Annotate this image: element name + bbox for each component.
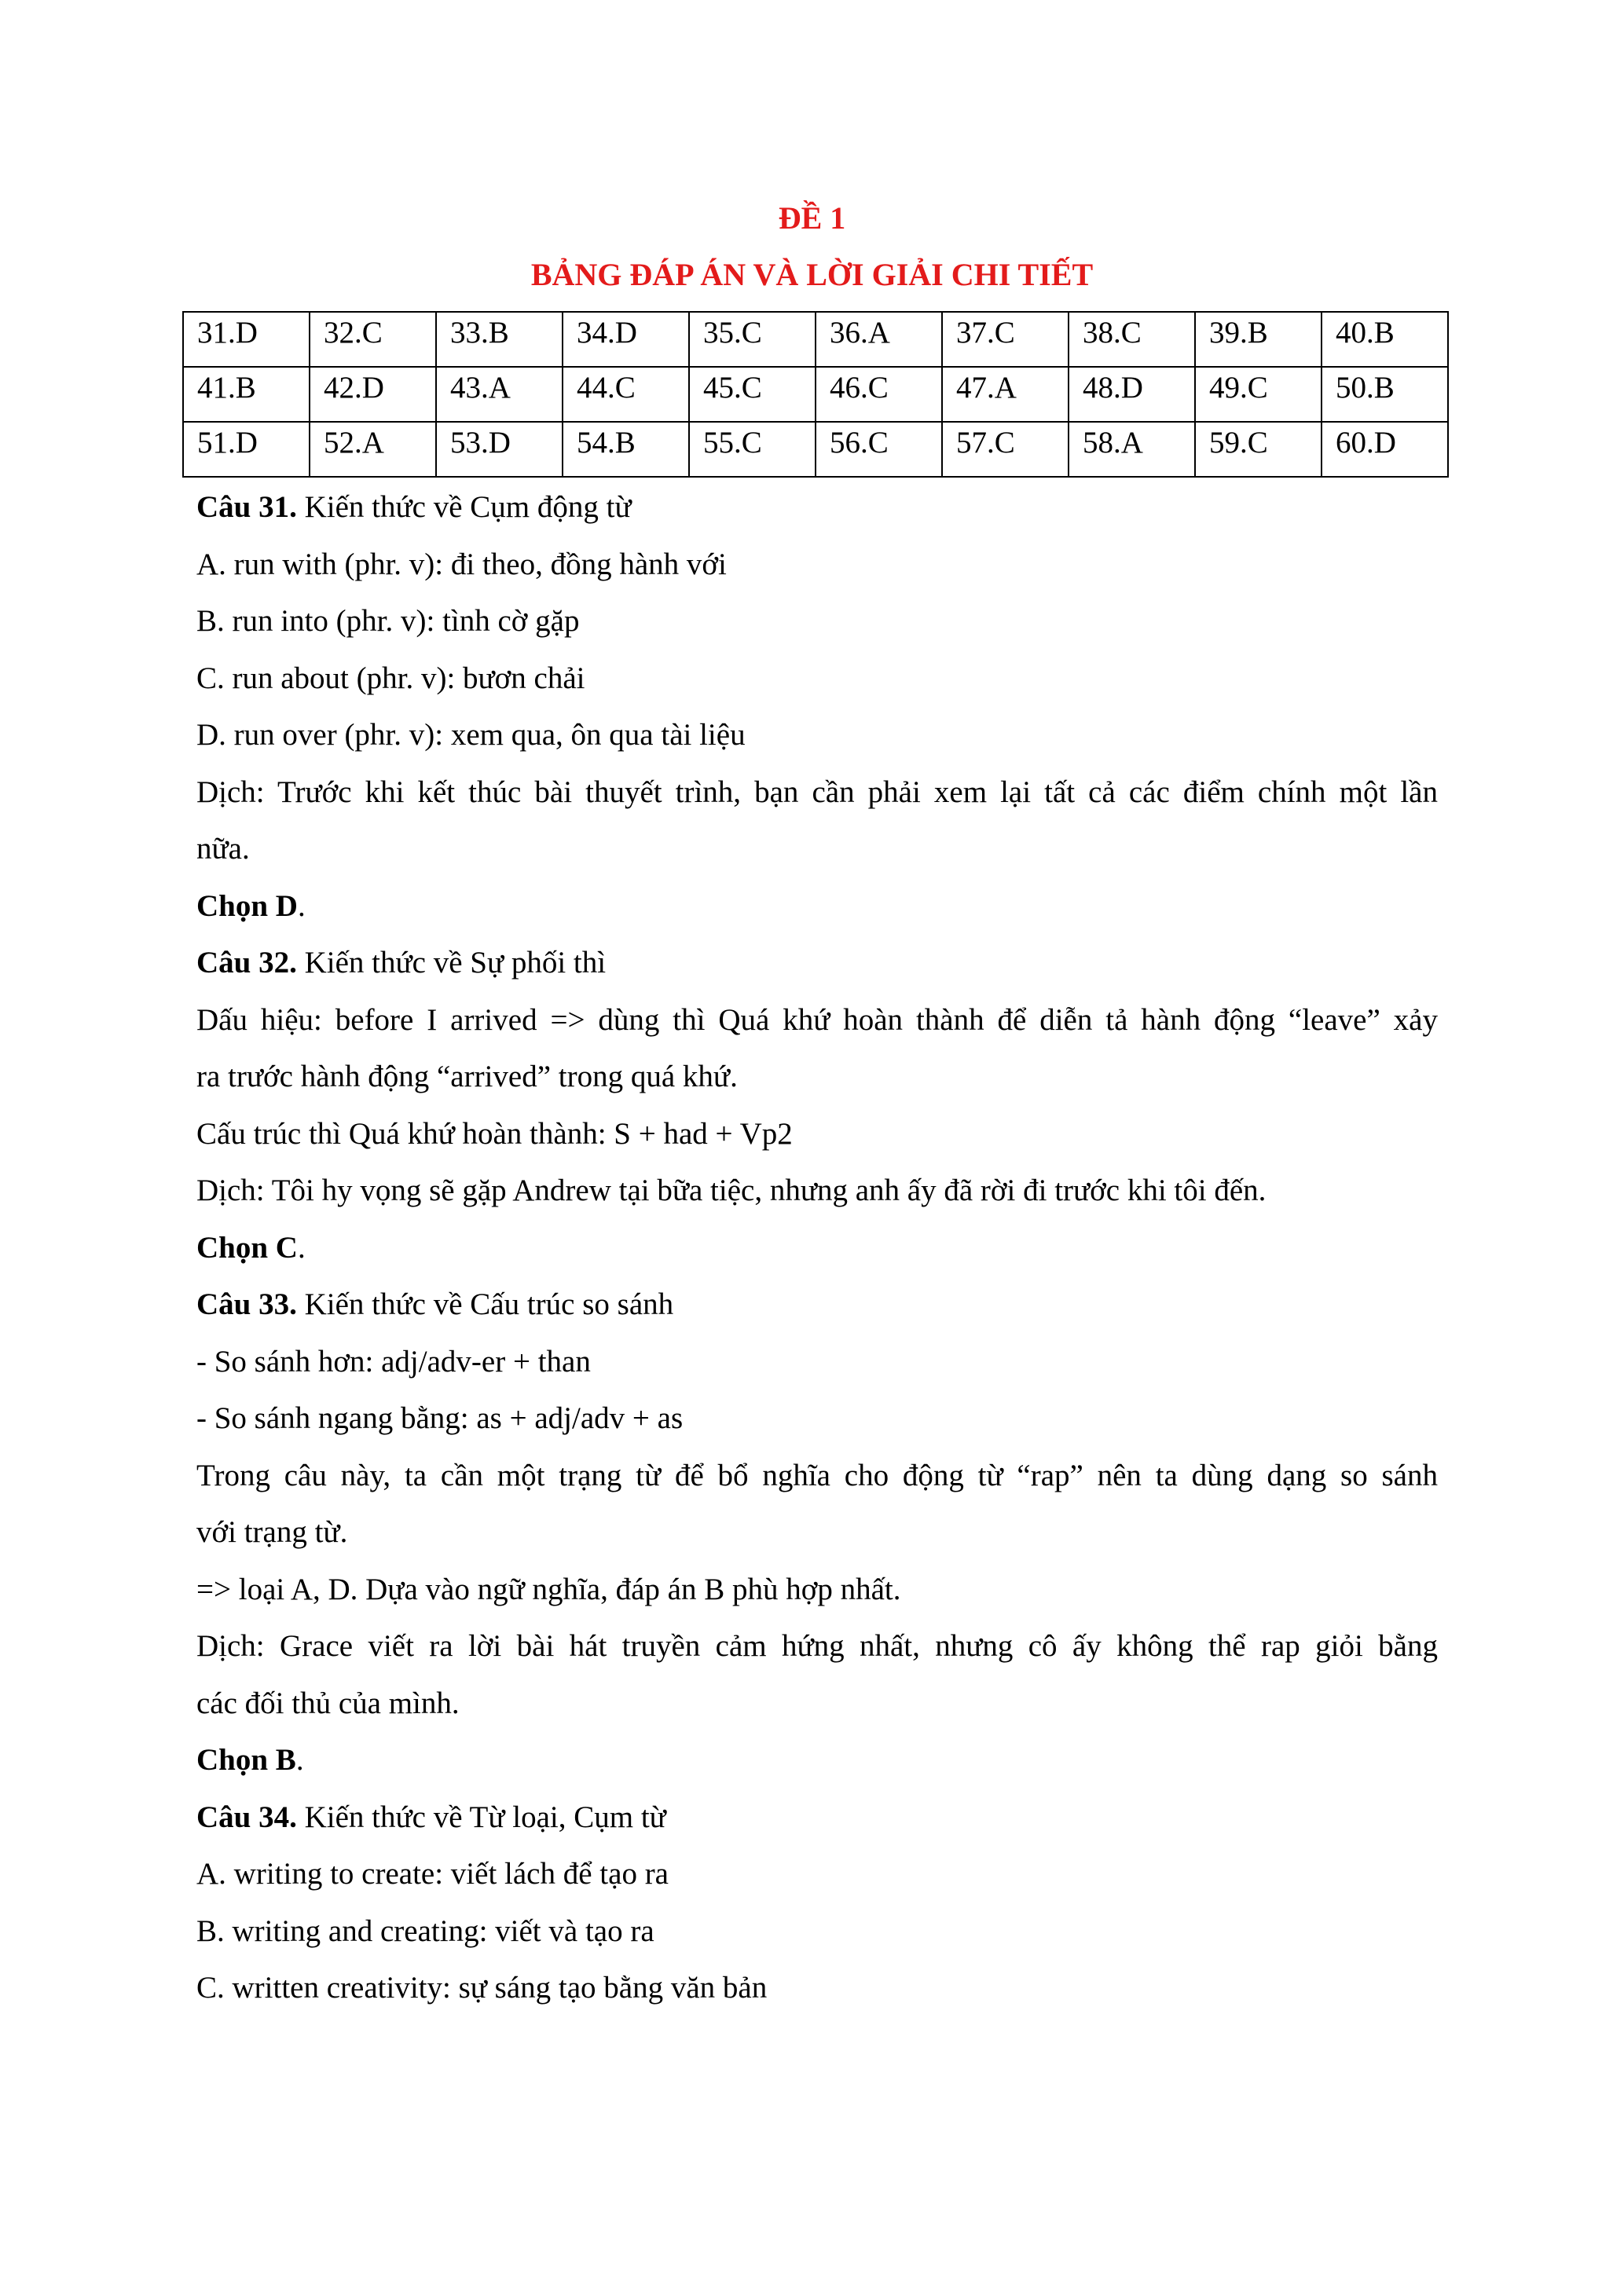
translation-line: các đối thủ của mình. xyxy=(196,1686,460,1720)
question-topic: Kiến thức về Từ loại, Cụm từ xyxy=(296,1800,666,1834)
option-line: D. run over (phr. v): xem qua, ôn qua tài liệu xyxy=(196,718,746,752)
answer-cell: 40.B xyxy=(1322,312,1448,367)
answer-choice xyxy=(196,878,1438,936)
answer-cell: 38.C xyxy=(1069,312,1195,367)
choice-text: Chọn D xyxy=(196,888,298,923)
answer-row xyxy=(183,367,1448,422)
question-topic: Kiến thức về Cụm động từ xyxy=(296,490,632,524)
answer-cell: 35.C xyxy=(689,312,816,367)
answer-cell: 49.C xyxy=(1195,367,1322,422)
translation-line: Dịch: Trước khi kết thúc bài thuyết trình, bạn cần phải xem lại tất cả các điểm chính một lần xyxy=(196,774,1438,809)
translation-line: Dịch: Tôi hy vọng sẽ gặp Andrew tại bữa tiệc, nhưng anh ấy đã rời đi trước khi tôi đến. xyxy=(196,1174,1267,1207)
answer-row xyxy=(183,312,1448,367)
option-line: A. writing to create: viết lách để tạo ra xyxy=(196,1857,669,1891)
question-label: Câu 32. xyxy=(196,946,297,980)
answer-choice xyxy=(196,1220,1438,1277)
option-line: C. run about (phr. v): bươn chải xyxy=(196,661,585,695)
explanation-line: Dấu hiệu: before I arrived => dùng thì Quá khứ hoàn thành để diễn tả hành động “leave” xảy xyxy=(196,1002,1438,1037)
answer-cell: 56.C xyxy=(816,422,942,477)
question-31-heading xyxy=(196,479,1438,536)
document-title: ĐỀ 1 xyxy=(778,200,846,236)
rule-line: - So sánh hơn: adj/adv-er + than xyxy=(196,1344,591,1379)
explanation-line: ra trước hành động “arrived” trong quá khứ. xyxy=(196,1060,738,1093)
answer-row xyxy=(183,422,1448,477)
choice-period: . xyxy=(297,1230,306,1265)
answer-choice xyxy=(196,1732,1438,1789)
answer-cell: 42.D xyxy=(310,367,436,422)
answer-cell: 46.C xyxy=(816,367,942,422)
answer-cell: 59.C xyxy=(1195,422,1322,477)
rule-line: - So sánh ngang bằng: as + adj/adv + as xyxy=(196,1401,684,1435)
answer-cell: 43.A xyxy=(436,367,563,422)
answer-cell: 45.C xyxy=(689,367,816,422)
answer-cell: 48.D xyxy=(1069,367,1195,422)
answer-cell: 51.D xyxy=(183,422,310,477)
option-line: B. run into (phr. v): tình cờ gặp xyxy=(196,604,580,638)
choice-period: . xyxy=(295,1743,304,1777)
answer-cell: 58.A xyxy=(1069,422,1195,477)
answer-cell: 31.D xyxy=(183,312,310,367)
answer-cell: 60.D xyxy=(1322,422,1448,477)
answer-cell: 54.B xyxy=(563,422,689,477)
answer-cell: 50.B xyxy=(1322,367,1448,422)
answer-cell: 37.C xyxy=(942,312,1069,367)
question-32-heading xyxy=(196,935,1438,992)
answer-cell: 41.B xyxy=(183,367,310,422)
answer-cell: 36.A xyxy=(816,312,942,367)
option-line: B. writing and creating: viết và tạo ra xyxy=(196,1913,654,1948)
answer-cell: 32.C xyxy=(310,312,436,367)
answer-cell: 52.A xyxy=(310,422,436,477)
answer-key-table xyxy=(182,311,1449,478)
question-topic: Kiến thức về Cấu trúc so sánh xyxy=(296,1287,674,1321)
answer-cell: 55.C xyxy=(689,422,816,477)
option-line: C. written creativity: sự sáng tạo bằng văn bản xyxy=(196,1971,768,2005)
document-subtitle: BẢNG ĐÁP ÁN VÀ LỜI GIẢI CHI TIẾT xyxy=(530,257,1094,292)
answer-cell: 44.C xyxy=(563,367,689,422)
question-34-heading xyxy=(196,1789,1438,1847)
answer-cell: 47.A xyxy=(942,367,1069,422)
answer-cell: 39.B xyxy=(1195,312,1322,367)
choice-period: . xyxy=(297,888,306,923)
choice-text: Chọn C xyxy=(196,1230,298,1265)
question-label: Câu 33. xyxy=(196,1287,297,1321)
explanation-line: => loại A, D. Dựa vào ngữ nghĩa, đáp án B phù hợp nhất. xyxy=(196,1572,901,1606)
question-topic: Kiến thức về Sự phối thì xyxy=(296,946,607,980)
question-label: Câu 34. xyxy=(196,1800,297,1834)
structure-line: Cấu trúc thì Quá khứ hoàn thành: S + had + Vp2 xyxy=(196,1116,793,1151)
translation-line: nữa. xyxy=(196,832,250,866)
explanations xyxy=(196,479,1438,2017)
answer-cell: 33.B xyxy=(436,312,563,367)
translation-line: Dịch: Grace viết ra lời bài hát truyền cảm hứng nhất, nhưng cô ấy không thể rap giỏi bằng xyxy=(196,1629,1438,1663)
answer-cell: 34.D xyxy=(563,312,689,367)
choice-text: Chọn B xyxy=(196,1743,296,1777)
explanation-line: với trạng từ. xyxy=(196,1515,348,1549)
explanation-line: Trong câu này, ta cần một trạng từ để bổ nghĩa cho động từ “rap” nên ta dùng dạng so sánh xyxy=(196,1458,1438,1492)
answer-cell: 57.C xyxy=(942,422,1069,477)
question-label: Câu 31. xyxy=(196,490,297,524)
answer-cell: 53.D xyxy=(436,422,563,477)
option-line: A. run with (phr. v): đi theo, đồng hành với xyxy=(196,547,727,581)
question-33-heading xyxy=(196,1276,1438,1334)
